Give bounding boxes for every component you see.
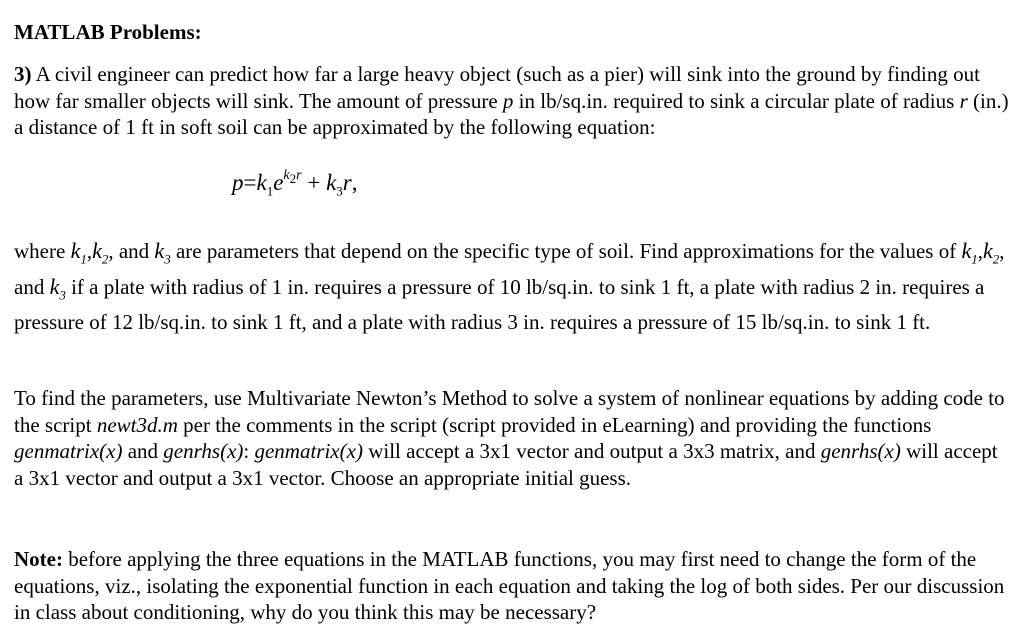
- fn-genrhs: genrhs(x): [163, 439, 244, 463]
- var-p: p: [502, 88, 514, 113]
- param-k1: $k_1$: [70, 238, 87, 267]
- instructions-paragraph: [14, 385, 1009, 491]
- and-word-2: and: [14, 275, 45, 299]
- var-r: r: [959, 88, 968, 113]
- fn-genmatrix-2: genmatrix(x): [254, 439, 363, 463]
- eq-exponent: [283, 168, 302, 187]
- problem-paragraph: [14, 61, 1009, 141]
- instructions-part3: will accept a 3x1 vector and output a 3x3 matrix, and: [368, 439, 816, 463]
- script-name: newt3d.m: [96, 412, 178, 437]
- eq-e: e: [273, 170, 284, 195]
- pressure-equation: [232, 168, 358, 198]
- eq-k3-sub: 3: [336, 183, 343, 199]
- param-k1-sub: 1: [80, 251, 87, 267]
- eq-exp-k: k: [283, 168, 290, 184]
- instructions-and: and: [127, 439, 159, 463]
- param-k2: $k_2$: [92, 238, 109, 267]
- param-k2-sub: 2: [101, 251, 109, 267]
- instructions-part2: per the comments in the script (script provided in eLearning) and providing the functions: [183, 412, 932, 437]
- eq-r: r: [342, 170, 352, 195]
- param-k3-sub: 3: [164, 251, 171, 267]
- problem-intro-after: (in.) a distance of 1 ft in soft soil can be approximated by the following equation:: [14, 88, 1009, 139]
- parameters-paragraph: where $k_1,k_2$, and $k_3$ are parameters that depend on the specific type of soil. Find approximations for the values of $k_1,k_2$, and $k_3$ if a plate with radius of 1 in. requires a pressure of 10 lb/sq.in. to sink 1 ft, a plate with radius 2 in. requires a pressure of 12 lb/sq.in. to sink 1 ft, and a plate with radius 3 in. requires a pressure of 15 lb/sq.in. to sink 1 ft.: [14, 238, 1005, 334]
- note-text: before applying the three equations in the MATLAB functions, you may first need to change the form of the equations, viz., isolating the exponential function in each equation and taking the log of both sides. Per our discussion in class about conditioning, why do you think this may be necessary?: [14, 547, 1005, 624]
- param-k2-b: $k_2$: [982, 238, 1000, 267]
- eq-k3: k: [326, 170, 337, 195]
- note-label: Note:: [14, 547, 63, 571]
- eq-plus: +: [307, 170, 321, 195]
- fn-genmatrix: genmatrix(x): [14, 439, 123, 463]
- param-k3-b: $k_3$: [49, 274, 66, 303]
- param-k2b-sub: 2: [992, 251, 1000, 267]
- eq-k1: k: [256, 170, 267, 195]
- instructions-part4: will accept a 3x1 vector and output a 3x1 vector. Choose an appropriate initial guess.: [14, 439, 998, 490]
- instructions-colon: :: [243, 439, 250, 463]
- param-k1b-sub: 1: [971, 251, 978, 267]
- problem-intro-text: A civil engineer can predict how far a large heavy object (such as a pier) will sink into the ground by finding out how far smaller objects will sink. The amount of pressure: [14, 62, 980, 113]
- param-k3: $k_3$: [154, 238, 171, 267]
- values-text: if a plate with radius of 1 in. requires a pressure of 10 lb/sq.in. to sink 1 ft, a plate with radius 2 in. requires a pressure of 12 lb/sq.in. to sink 1 ft, and a plate with radius 3 in. requires a pressure of 15 lb/sq.in. to sink 1 ft.: [14, 275, 985, 334]
- instructions-part1: To find the parameters, use Multivariate Newton’s Method to solve a system of nonlinear equations by adding code to the script: [14, 386, 1005, 437]
- params-text: are parameters that depend on the specific type of soil. Find approximations for the values of: [175, 239, 957, 263]
- section-heading: MATLAB Problems:: [14, 20, 202, 44]
- eq-equals: =: [243, 170, 257, 195]
- param-k1-b: $k_1$: [961, 238, 978, 267]
- problem-intro-mid: in lb/sq.in. required to sink a circular plate of radius: [518, 88, 955, 113]
- and-word-1: and: [118, 239, 150, 263]
- eq-k1-sub: 1: [266, 183, 274, 199]
- fn-genrhs-2: genrhs(x): [820, 439, 901, 463]
- eq-exp-sub: 2: [289, 171, 297, 187]
- param-k3b-sub: 3: [59, 287, 66, 303]
- where-word: where: [14, 239, 66, 263]
- eq-lhs: p: [232, 170, 244, 195]
- eq-exp-r: r: [296, 168, 302, 184]
- note-paragraph: [14, 546, 1009, 626]
- eq-comma: ,: [351, 170, 358, 195]
- problem-number: 3): [14, 62, 32, 86]
